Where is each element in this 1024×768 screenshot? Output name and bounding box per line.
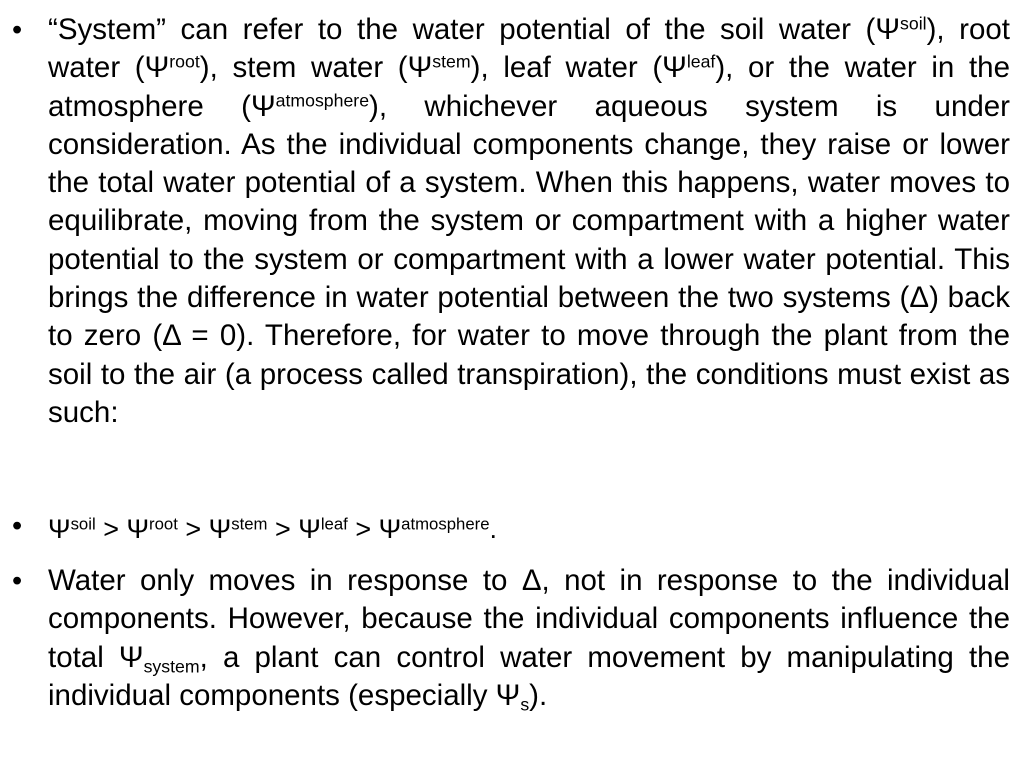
superscript-leaf: leaf	[686, 51, 716, 72]
subscript-system: system	[143, 655, 200, 676]
superscript-soil: soil	[70, 514, 96, 534]
bullet-dot: •	[12, 14, 23, 46]
bullet-system-definition	[12, 11, 1010, 432]
text: ), leaf water (	[470, 51, 663, 85]
superscript-root: root	[169, 51, 200, 72]
psi-symbol: Ψ	[495, 678, 521, 712]
bullet-dot: •	[12, 565, 23, 597]
psi-symbol: Ψ	[118, 640, 144, 674]
text: Water only moves in response to Δ, not in response to the individual components. However, because the individual components influence the total	[48, 564, 1010, 674]
superscript-root: root	[149, 514, 178, 534]
psi-symbol: Ψ	[144, 51, 170, 85]
text: ), root water (	[48, 13, 1010, 85]
text: ), whichever aqueous system is under consideration. As the individual components change, they raise or lower the total water potential of a system. When this happens, water moves to equilibrate, moving from the system or compartment with a higher water potential to the system or compartment with a lower water potential. This brings the difference in water potential between the two systems (Δ) back to zero (Δ = 0). Therefore, for water to move through the plant from the soil to the air (a process called transpiration), the conditions must exist as such:	[48, 89, 1010, 429]
bullet-dot: •	[12, 510, 23, 542]
greater-than: >	[267, 514, 299, 544]
psi-symbol: Ψ	[126, 514, 150, 544]
period: .	[489, 514, 498, 544]
psi-symbol: Ψ	[298, 514, 321, 544]
superscript-stem: stem	[432, 51, 471, 72]
superscript-stem: stem	[231, 514, 268, 534]
text: ), or the water in the atmosphere (	[48, 51, 1010, 123]
psi-symbol: Ψ	[662, 51, 687, 85]
greater-than: >	[177, 514, 209, 544]
text: “System” can refer to the water potential of the soil water (	[48, 13, 876, 46]
greater-than: >	[347, 514, 379, 544]
subscript-s: s	[520, 694, 530, 715]
text: ).	[529, 678, 548, 712]
bullet-water-movement	[12, 562, 1010, 715]
psi-symbol: Ψ	[875, 13, 901, 46]
superscript-soil: soil	[900, 13, 927, 34]
psi-symbol: Ψ	[407, 51, 433, 85]
superscript-atmosphere: atmosphere	[401, 514, 490, 534]
superscript-atmosphere: atmosphere	[275, 89, 370, 110]
psi-symbol: Ψ	[378, 514, 402, 544]
greater-than: >	[95, 514, 127, 544]
bullet-potential-gradient	[12, 512, 1010, 546]
psi-symbol: Ψ	[208, 514, 232, 544]
psi-symbol: Ψ	[48, 514, 71, 544]
text: ), stem water (	[199, 51, 408, 85]
psi-symbol: Ψ	[250, 89, 276, 123]
superscript-leaf: leaf	[320, 514, 348, 534]
text: , a plant can control water movement by manipulating the individual components (especially	[48, 640, 1010, 712]
